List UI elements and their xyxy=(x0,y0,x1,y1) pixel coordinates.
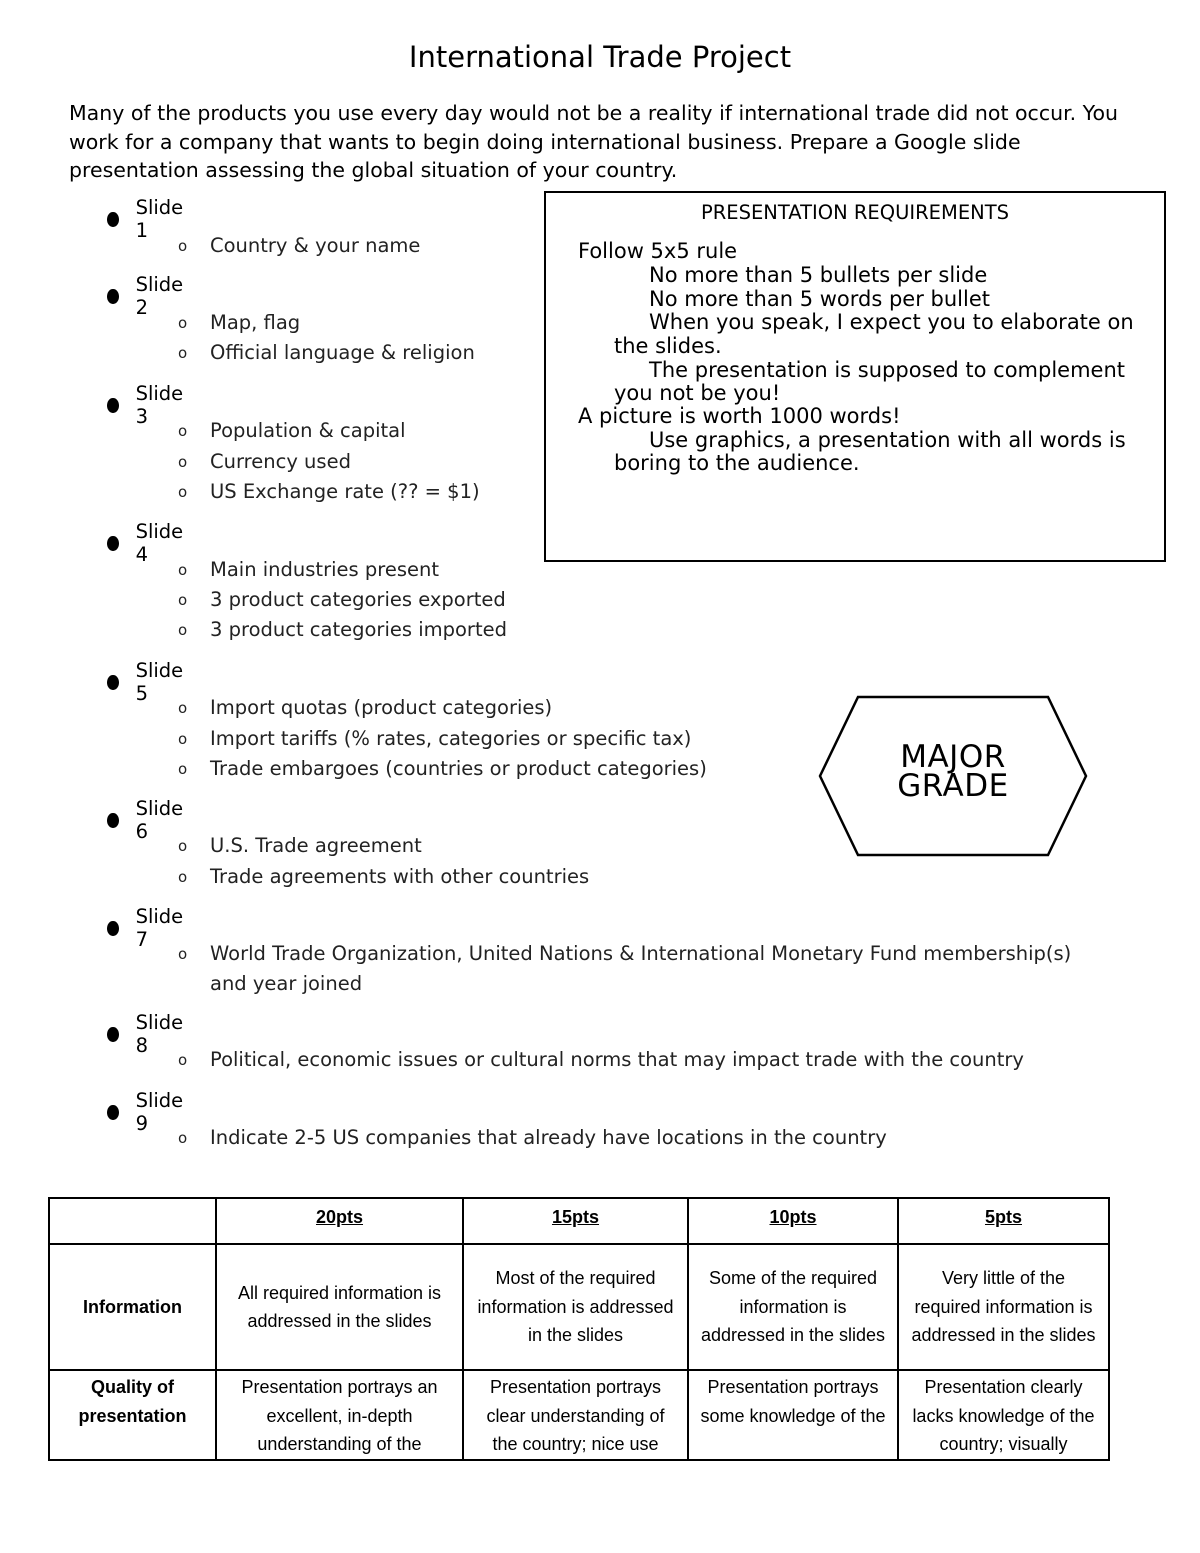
requirement-line: When you speak, I expect you to elaborate on xyxy=(649,310,1134,334)
requirement-line: Use graphics, a presentation with all words is xyxy=(649,428,1126,452)
requirement-line: you not be you! xyxy=(614,381,781,405)
rubric-header-cell: 10pts xyxy=(688,1198,898,1244)
circle-bullet-icon: o xyxy=(178,945,188,963)
slide-item: o 3 product categories imported xyxy=(178,615,1100,645)
slide-item: o World Trade Organization, United Nations & International Monetary Fund membership(s) and year joined xyxy=(178,939,1100,999)
slide-item: o Map, flag xyxy=(178,308,1100,338)
slide-item: o Currency used xyxy=(178,447,1100,477)
major-grade-label: MAJOR GRADE xyxy=(897,739,1009,804)
rubric-cell: Some of the required information is addressed in the slides xyxy=(688,1244,898,1370)
circle-bullet-icon: o xyxy=(178,730,188,748)
circle-bullet-icon: o xyxy=(178,1051,188,1069)
slide-item: o Import tariffs (% rates, categories or specific tax) xyxy=(178,724,1100,754)
slide-heading: Slide 7 xyxy=(107,905,187,951)
circle-bullet-icon: o xyxy=(178,483,188,501)
rubric-cell: Presentation clearly lacks knowledge of the country; visually xyxy=(898,1370,1109,1460)
bullet-icon xyxy=(107,921,119,936)
slide-heading: Slide 1 xyxy=(107,196,187,242)
circle-bullet-icon: o xyxy=(178,1129,188,1147)
page-title: International Trade Project xyxy=(408,40,792,74)
rubric-header-cell: 20pts xyxy=(216,1198,463,1244)
rubric-cell: Presentation portrays some knowledge of the xyxy=(688,1370,898,1460)
requirement-line: The presentation is supposed to complement xyxy=(649,358,1126,382)
requirement-line: Follow 5x5 rule xyxy=(578,239,738,263)
slide-heading: Slide 4 xyxy=(107,520,187,566)
presentation-requirements-box xyxy=(544,191,1166,562)
circle-bullet-icon: o xyxy=(178,868,188,886)
bullet-icon xyxy=(107,398,119,413)
bullet-icon xyxy=(107,675,119,690)
bullet-icon xyxy=(107,212,119,227)
requirement-line: No more than 5 words per bullet xyxy=(649,287,990,311)
circle-bullet-icon: o xyxy=(178,760,188,778)
circle-bullet-icon: o xyxy=(178,237,188,255)
slide-item: o Political, economic issues or cultural norms that may impact trade with the country xyxy=(178,1045,1100,1075)
slide-heading: Slide 9 xyxy=(107,1089,187,1135)
rubric-row-label: Quality of presentation xyxy=(49,1370,216,1460)
circle-bullet-icon: o xyxy=(178,591,188,609)
circle-bullet-icon: o xyxy=(178,453,188,471)
circle-bullet-icon: o xyxy=(178,344,188,362)
circle-bullet-icon: o xyxy=(178,621,188,639)
rubric-header-cell: 15pts xyxy=(463,1198,688,1244)
slide-item: o Main industries present xyxy=(178,555,1100,585)
slide-item: o Indicate 2-5 US companies that already have locations in the country xyxy=(178,1123,1100,1153)
bullet-icon xyxy=(107,813,119,828)
slide-heading: Slide 5 xyxy=(107,659,187,705)
intro-paragraph: Many of the products you use every day would not be a reality if international trade did not occur. You work for a company that wants to begin doing international business. Prepare a Google slide presentation assessing the global situation of your country. xyxy=(69,101,1118,182)
rubric-cell: All required information is addressed in the slides xyxy=(216,1244,463,1370)
rubric-table xyxy=(48,1197,1110,1461)
bullet-icon xyxy=(107,1027,119,1042)
slide-item: o 3 product categories exported xyxy=(178,585,1100,615)
slide-heading: Slide 8 xyxy=(107,1011,187,1057)
slide-item: o Trade agreements with other countries xyxy=(178,862,1100,892)
slide-heading: Slide 2 xyxy=(107,273,187,319)
rubric-header-cell xyxy=(49,1198,216,1244)
requirements-title: PRESENTATION REQUIREMENTS xyxy=(700,201,1010,224)
rubric-row xyxy=(49,1370,1109,1460)
slide-item: o Trade embargoes (countries or product categories) xyxy=(178,754,1100,784)
rubric-header-row xyxy=(49,1198,1109,1244)
requirement-line: the slides. xyxy=(614,334,722,358)
slide-item: o Population & capital xyxy=(178,416,1100,446)
rubric-cell: Presentation portrays an excellent, in-depth understanding of the xyxy=(216,1370,463,1460)
circle-bullet-icon: o xyxy=(178,561,188,579)
rubric-row xyxy=(49,1244,1109,1370)
slide-item: o U.S. Trade agreement xyxy=(178,831,1100,861)
requirement-line: No more than 5 bullets per slide xyxy=(649,263,988,287)
slide-heading: Slide 3 xyxy=(107,382,187,428)
slide-item: o Country & your name xyxy=(178,231,1100,261)
rubric-cell: Very little of the required information is addressed in the slides xyxy=(898,1244,1109,1370)
rubric-header-cell: 5pts xyxy=(898,1198,1109,1244)
circle-bullet-icon: o xyxy=(178,314,188,332)
rubric-row-label: Information xyxy=(49,1244,216,1370)
bullet-icon xyxy=(107,536,119,551)
requirement-line: A picture is worth 1000 words! xyxy=(578,404,901,428)
slide-heading: Slide 6 xyxy=(107,797,187,843)
circle-bullet-icon: o xyxy=(178,699,188,717)
slide-item: o Official language & religion xyxy=(178,338,1100,368)
bullet-icon xyxy=(107,1105,119,1120)
bullet-icon xyxy=(107,289,119,304)
circle-bullet-icon: o xyxy=(178,837,188,855)
slide-item: o Import quotas (product categories) xyxy=(178,693,1100,723)
rubric-cell: Most of the required information is addressed in the slides xyxy=(463,1244,688,1370)
circle-bullet-icon: o xyxy=(178,422,188,440)
requirement-line: boring to the audience. xyxy=(614,451,860,475)
rubric-cell: Presentation portrays clear understanding of the country; nice use xyxy=(463,1370,688,1460)
slide-item: o US Exchange rate (?? = $1) xyxy=(178,477,1100,507)
